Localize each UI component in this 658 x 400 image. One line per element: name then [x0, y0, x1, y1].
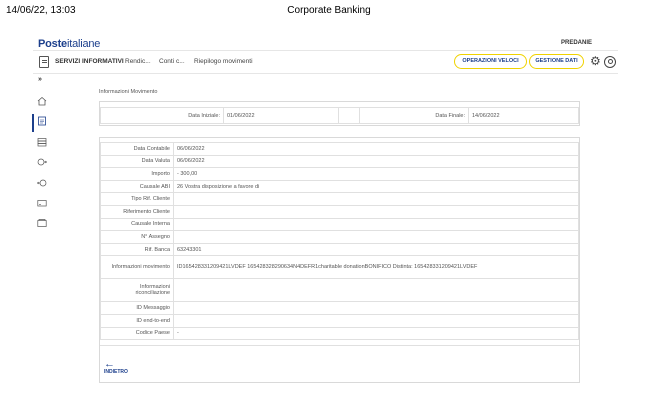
back-label: INDIETRO [104, 369, 128, 375]
back-button[interactable] [104, 359, 128, 375]
detail-row [101, 302, 579, 315]
sidebar-item-coins[interactable] [34, 135, 52, 151]
end-date-value: 14/06/2022 [469, 108, 579, 124]
detail-row [101, 231, 579, 244]
detail-row [101, 243, 579, 256]
user-icon[interactable] [604, 56, 616, 68]
movement-details-table [100, 142, 579, 340]
detail-label: Riferimento Cliente [101, 205, 174, 218]
detail-label: Causale ABI [101, 180, 174, 193]
detail-value [174, 218, 579, 231]
breadcrumb-riepilogo-movimenti[interactable]: Riepilogo movimenti [194, 58, 253, 65]
divider [100, 345, 579, 346]
sidebar-toggle[interactable]: » [38, 76, 42, 83]
detail-row [101, 256, 579, 279]
start-date-label: Data Iniziale: [101, 108, 224, 124]
detail-label: ID Messaggio [101, 302, 174, 315]
detail-value [174, 205, 579, 218]
euro-receive-icon [37, 178, 47, 188]
wallet-icon [37, 218, 47, 228]
detail-label: Codice Paese [101, 327, 174, 340]
detail-row [101, 327, 579, 340]
detail-row [101, 180, 579, 193]
sidebar-item-receive[interactable] [34, 176, 52, 192]
movement-details-panel [99, 137, 580, 383]
detail-label: Causale Interna [101, 218, 174, 231]
gestione-dati-button[interactable]: GESTIONE DATI [529, 54, 584, 69]
print-title: Corporate Banking [287, 5, 371, 16]
detail-row [101, 155, 579, 168]
card-icon [37, 198, 47, 208]
sidebar-item-documents[interactable] [34, 114, 52, 130]
breadcrumb-conti-correnti[interactable]: Conti c... [159, 58, 185, 65]
sidebar-item-card[interactable] [34, 196, 52, 212]
detail-value [174, 193, 579, 206]
detail-row [101, 314, 579, 327]
detail-value [174, 279, 579, 302]
home-icon [37, 96, 47, 106]
detail-label: Rif. Banca [101, 243, 174, 256]
sidebar-item-wallet[interactable] [34, 216, 52, 232]
logo-bold-text: Poste [38, 38, 67, 50]
detail-label: N° Assegno [101, 231, 174, 244]
arrow-left-icon: ← [104, 358, 115, 370]
detail-value: - [174, 327, 579, 340]
date-range-table [100, 107, 579, 124]
start-date-value: 01/06/2022 [224, 108, 339, 124]
detail-row [101, 279, 579, 302]
breadcrumb-rendiconti[interactable]: Rendic... [125, 58, 151, 65]
detail-row [101, 168, 579, 181]
detail-row [101, 143, 579, 156]
top-navigation [33, 50, 618, 74]
date-separator-cell [339, 108, 360, 124]
detail-value: 26 Vostra disposizione a favore di [174, 180, 579, 193]
detail-value: 06/06/2022 [174, 143, 579, 156]
section-servizi-informativi[interactable]: SERVIZI INFORMATIVI [55, 58, 124, 65]
detail-label: Informazioni riconciliazione [101, 279, 174, 302]
detail-label: Data Valuta [101, 155, 174, 168]
operazioni-veloci-button[interactable]: OPERAZIONI VELOCI [454, 54, 527, 69]
detail-value [174, 302, 579, 315]
detail-value [174, 314, 579, 327]
detail-value: 06/06/2022 [174, 155, 579, 168]
detail-label: Tipo Rif. Cliente [101, 193, 174, 206]
gear-icon[interactable]: ⚙ [590, 54, 601, 68]
print-timestamp: 14/06/22, 13:03 [6, 5, 76, 16]
detail-label: Informazioni movimento [101, 256, 174, 279]
detail-value: 63243301 [174, 243, 579, 256]
document-icon [39, 56, 49, 68]
user-name: PREDANIE [560, 40, 592, 46]
detail-label: Importo [101, 168, 174, 181]
coins-icon [37, 137, 47, 147]
detail-label: ID end-to-end [101, 314, 174, 327]
euro-send-icon [37, 157, 47, 167]
document-icon [37, 116, 47, 126]
detail-row [101, 218, 579, 231]
posteitaliane-logo[interactable] [38, 38, 100, 50]
date-range-panel [99, 101, 580, 126]
sidebar-item-home[interactable] [34, 94, 52, 110]
detail-row [101, 205, 579, 218]
end-date-label: Data Finale: [360, 108, 469, 124]
logo-light-text: italiane [66, 38, 101, 50]
amount-value: - 300,00 [174, 168, 579, 181]
sidebar-item-send[interactable] [34, 155, 52, 171]
detail-label: Data Contabile [101, 143, 174, 156]
print-header [0, 0, 658, 20]
detail-value: ID165428331209421LVDEF 165428328290634N4DEFR1charitable donationBONIFICO Distinta: 165428331209421LVDEF [174, 256, 579, 279]
detail-value [174, 231, 579, 244]
page-breadcrumb: Informazioni Movimento [99, 89, 158, 95]
detail-row [101, 193, 579, 206]
